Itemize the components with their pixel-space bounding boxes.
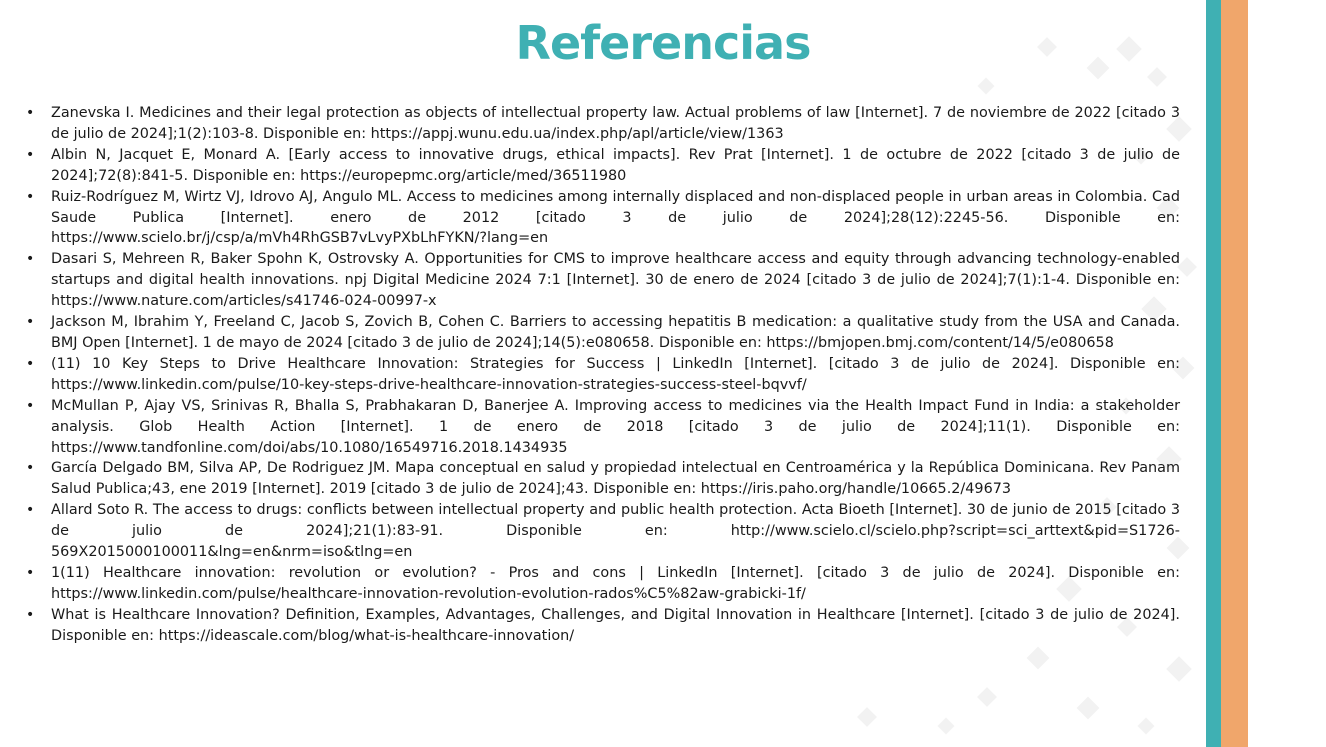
reference-text: (11) 10 Key Steps to Drive Healthcare Innovation: Strategies for Success | LinkedIn [Internet]. [citado 3 de julio de 2024]. Disponible en: https://www.linkedin.com/pulse/10-key-steps-drive-healthcare-innovation-strategies-success-steel-bqvvf/ [51, 355, 1180, 393]
bullet-icon: • [26, 502, 35, 519]
reference-text: Jackson M, Ibrahim Y, Freeland C, Jacob S, Zovich B, Cohen C. Barriers to accessing hepatitis B medication: a qualitative study from the USA and Canada. BMJ Open [Internet]. 1 de mayo de 2024 [citado 3 de julio de 2024];14(5):e080658. Disponible en: https://bmjopen.bmj.com/content/14/5/e080658 [51, 314, 1180, 351]
reference-text: McMullan P, Ajay VS, Srinivas R, Bhalla S, Prabhakaran D, Banerjee A. Improving access to medicines via the Health Impact Fund in India: a stakeholder analysis. Glob Health Action [Internet]. 1 de enero de 2018 [citado 3 de julio de 2024];11(1). Disponible en: https://www.tandfonline.com/doi/abs/10.1080/16549716.2018.1434935 [51, 397, 1180, 456]
reference-item [26, 605, 1180, 647]
bullet-icon: • [26, 314, 35, 331]
reference-item [26, 500, 1180, 563]
reference-item [26, 249, 1180, 312]
bullet-icon: • [26, 564, 35, 581]
bullet-icon: • [26, 188, 35, 205]
reference-item [26, 187, 1180, 250]
bullet-icon: • [26, 105, 35, 121]
bullet-icon: • [26, 146, 35, 163]
reference-text: Ruiz-Rodríguez M, Wirtz VJ, Idrovo AJ, Angulo ML. Access to medicines among internally displaced and non-displaced people in urban areas in Colombia. Cad Saude Publica [Internet]. enero de 2012 [citado 3 de julio de 2024];28(12):2245-56. Disponible en: https://www.scielo.br/j/csp/a/mVh4RhGSB7vLvyPXbLhFYKN/?lang=en [51, 188, 1180, 247]
reference-text: Allard Soto R. The access to drugs: conflicts between intellectual property and public health protection. Acta Bioeth [Internet]. 30 de junio de 2015 [citado 3 de julio de 2024];21(1):83-91. Disponible en: http://www.scielo.cl/scielo.php?script=sci_arttext&pid=S1726-569X2015000100011&lng=en&nrm=iso&tlng=en [51, 502, 1180, 561]
reference-text: García Delgado BM, Silva AP, De Rodriguez JM. Mapa conceptual en salud y propiedad intelectual en Centroamérica y la República Dominicana. Rev Panam Salud Publica;43, ene 2019 [Internet]. 2019 [citado 3 de julio de 2024];43. Disponible en: https://iris.paho.org/handle/10665.2/49673 [51, 460, 1180, 498]
reference-text: Zanevska I. Medicines and their legal protection as objects of intellectual property law. Actual problems of law [Internet]. 7 de noviembre de 2022 [citado 3 de julio de 2024];1(2):103-8. Disponible en: https://appj.wunu.edu.ua/index.php/apl/article/view/1363 [51, 105, 1180, 142]
reference-item [26, 354, 1180, 396]
reference-item [26, 458, 1180, 500]
reference-item [26, 103, 1180, 145]
reference-item [26, 396, 1180, 459]
slide-title: Referencias [515, 16, 811, 70]
reference-text: 1(11) Healthcare innovation: revolution or evolution? - Pros and cons | LinkedIn [Internet]. [citado 3 de julio de 2024]. Disponible en: https://www.linkedin.com/pulse/healthcare-innovation-revolution-evolution-rados%C5%82aw-grabicki-1f/ [51, 564, 1180, 602]
reference-item [26, 312, 1180, 354]
reference-item [26, 563, 1180, 605]
reference-text: Albin N, Jacquet E, Monard A. [Early access to innovative drugs, ethical impacts]. Rev Prat [Internet]. 1 de octubre de 2022 [citado 3 de julio de 2024];72(8):841-5. Disponible en: https://europepmc.org/article/med/36511980 [51, 146, 1180, 184]
accent-stripe-orange [1221, 0, 1248, 747]
bullet-icon: • [26, 460, 35, 477]
reference-text: Dasari S, Mehreen R, Baker Spohn K, Ostrovsky A. Opportunities for CMS to improve healthcare access and equity through advancing technology-enabled startups and digital health innovations. npj Digital Medicine 2024 7:1 [Internet]. 30 de enero de 2024 [citado 3 de julio de 2024];7(1):1-4. Disponible en: https://www.nature.com/articles/s41746-024-00997-x [51, 251, 1180, 310]
reference-item [26, 145, 1180, 187]
bullet-icon: • [26, 355, 35, 372]
bullet-icon: • [26, 397, 35, 414]
accent-stripe-teal [1206, 0, 1221, 747]
reference-text: What is Healthcare Innovation? Definition, Examples, Advantages, Challenges, and Digital Innovation in Healthcare [Internet]. [citado 3 de julio de 2024]. Disponible en: https://ideascale.com/blog/what-is-healthcare-innovation/ [51, 606, 1180, 644]
bullet-icon: • [26, 251, 35, 268]
reference-list [26, 103, 1180, 647]
bullet-icon: • [26, 606, 35, 623]
